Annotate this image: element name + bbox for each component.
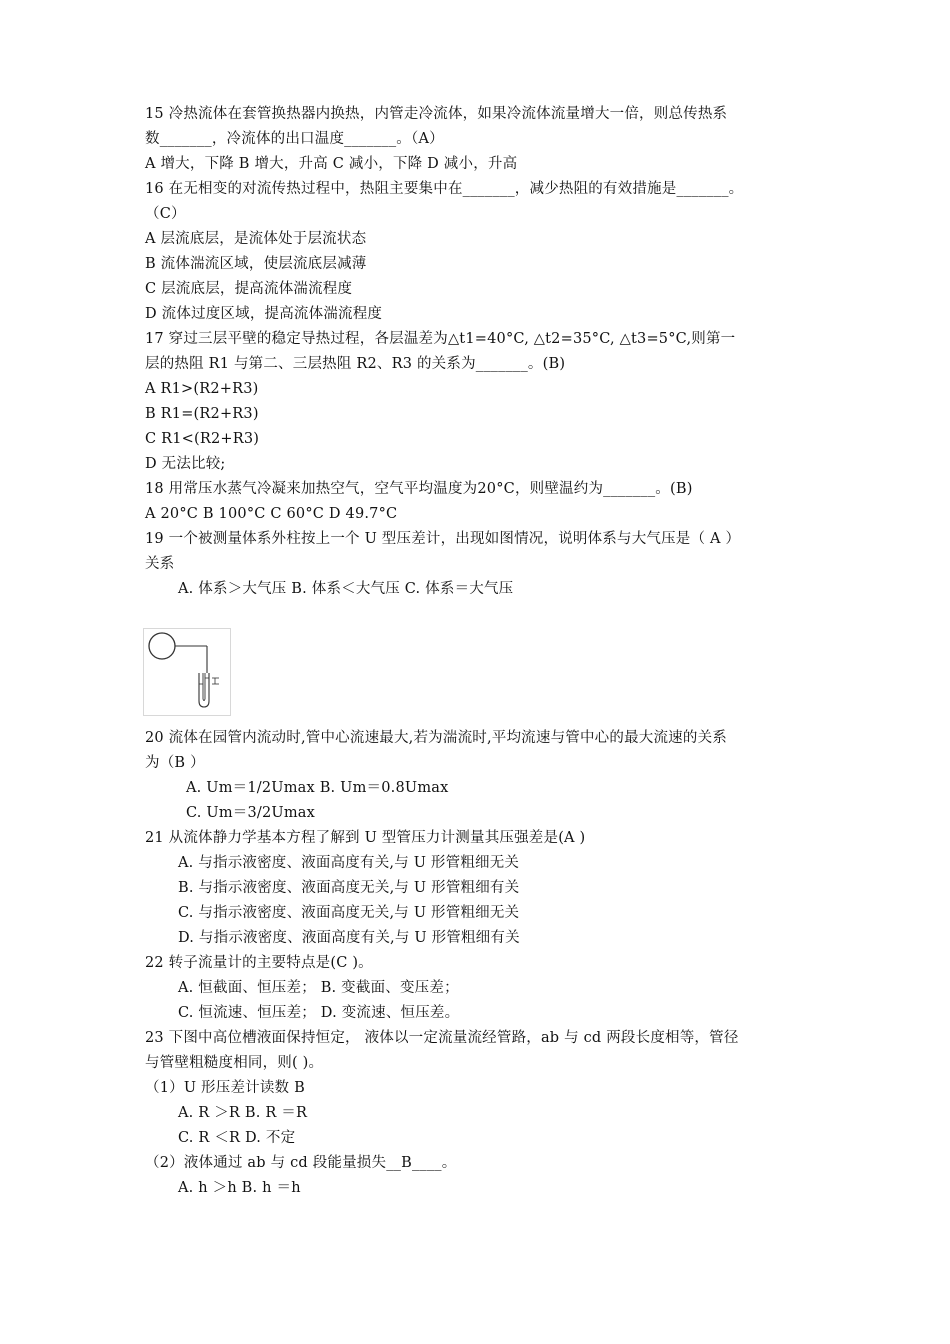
- text-line-q22-ab: A. 恒截面、恒压差； B. 变截面、变压差；: [178, 980, 459, 996]
- text-line-q16-c: C 层流底层，提高流体湍流程度: [145, 281, 353, 297]
- u-tube-manometer-figure: [143, 628, 231, 716]
- text-line-q17-l1: 17 穿过三层平壁的稳定导热过程，各层温差为△t1=40°C, △t2=35°C, △t3=5°C,则第一: [145, 331, 736, 347]
- text-line-q18-l1: 18 用常压水蒸气冷凝来加热空气，空气平均温度为20°C，则壁温约为_______。(B): [145, 481, 693, 497]
- text-line-q16-d: D 流体过度区域，提高流体湍流程度: [145, 306, 383, 322]
- text-line-q18-options: A 20°C B 100°C C 60°C D 49.7°C: [145, 506, 398, 522]
- text-line-q21-l1: 21 从流体静力学基本方程了解到 U 型管压力计测量其压强差是(A ): [145, 830, 586, 846]
- text-line-q16-a: A 层流底层，是流体处于层流状态: [145, 231, 367, 247]
- text-line-q23-1: （1）U 形压差计读数 B: [145, 1080, 305, 1096]
- text-line-q17-d: D 无法比较;: [145, 456, 226, 472]
- text-line-q17-c: C R1<(R2+R3): [145, 431, 260, 447]
- text-line-q20-l2: 为（B ）: [145, 755, 205, 771]
- text-line-q17-l2: 层的热阻 R1 与第二、三层热阻 R2、R3 的关系为_______。(B): [145, 356, 566, 372]
- text-line-q19-l2: 关系: [145, 556, 175, 572]
- text-line-q20-ab: A. Um＝1/2Umax B. Um＝0.8Umax: [186, 780, 449, 796]
- text-line-q20-l1: 20 流体在园管内流动时,管中心流速最大,若为湍流时,平均流速与管中心的最大流速的关系: [145, 730, 727, 746]
- text-line-q23-1-cd: C. R ＜R D. 不定: [178, 1130, 296, 1146]
- text-line-q15-l2: 数_______，冷流体的出口温度_______。（A）: [145, 131, 444, 147]
- text-line-q16-b: B 流体湍流区域，使层流底层减薄: [145, 256, 367, 272]
- text-line-q21-c: C. 与指示液密度、液面高度无关,与 U 形管粗细无关: [178, 905, 520, 921]
- text-line-q21-a: A. 与指示液密度、液面高度有关,与 U 形管粗细无关: [178, 855, 520, 871]
- text-line-q17-b: B R1=(R2+R3): [145, 406, 259, 422]
- u-tube-manometer-drawing: [144, 629, 230, 715]
- text-line-q15-options: A 增大，下降 B 增大，升高 C 减小，下降 D 减小，升高: [145, 156, 518, 172]
- text-line-q17-a: A R1>(R2+R3): [145, 381, 259, 397]
- text-line-q23-l2: 与管壁粗糙度相同，则( )。: [145, 1055, 324, 1071]
- text-line-q19-l1: 19 一个被测量体系外柱按上一个 U 型压差计，出现如图情况，说明体系与大气压是（ A ）: [145, 531, 741, 547]
- text-line-q16-l1: 16 在无相变的对流传热过程中，热阻主要集中在_______，减少热阻的有效措施是_______。: [145, 181, 744, 197]
- text-line-q21-d: D. 与指示液密度、液面高度有关,与 U 形管粗细有关: [178, 930, 520, 946]
- text-line-q22-cd: C. 恒流速、恒压差； D. 变流速、恒压差。: [178, 1005, 460, 1021]
- text-line-q23-1-ab: A. R ＞R B. R ＝R: [178, 1105, 308, 1121]
- text-line-q23-l1: 23 下图中高位槽液面保持恒定， 液体以一定流量流经管路，ab 与 cd 两段长度相等，管径: [145, 1030, 739, 1046]
- text-line-q15-l1: 15 冷热流体在套管换热器内换热，内管走冷流体，如果冷流体流量增大一倍，则总传热系: [145, 106, 728, 122]
- text-line-q22-l1: 22 转子流量计的主要特点是(C )。: [145, 955, 373, 971]
- text-line-q21-b: B. 与指示液密度、液面高度无关,与 U 形管粗细有关: [178, 880, 520, 896]
- text-line-q23-2: （2）液体通过 ab 与 cd 段能量损失__B____。: [145, 1155, 457, 1171]
- text-line-q23-2-ab: A. h ＞h B. h ＝h: [178, 1180, 301, 1196]
- text-line-q19-options: A. 体系＞大气压 B. 体系＜大气压 C. 体系＝大气压: [178, 581, 514, 597]
- text-line-q20-c: C. Um＝3/2Umax: [186, 805, 315, 821]
- text-line-q16-l2: （C）: [145, 206, 186, 222]
